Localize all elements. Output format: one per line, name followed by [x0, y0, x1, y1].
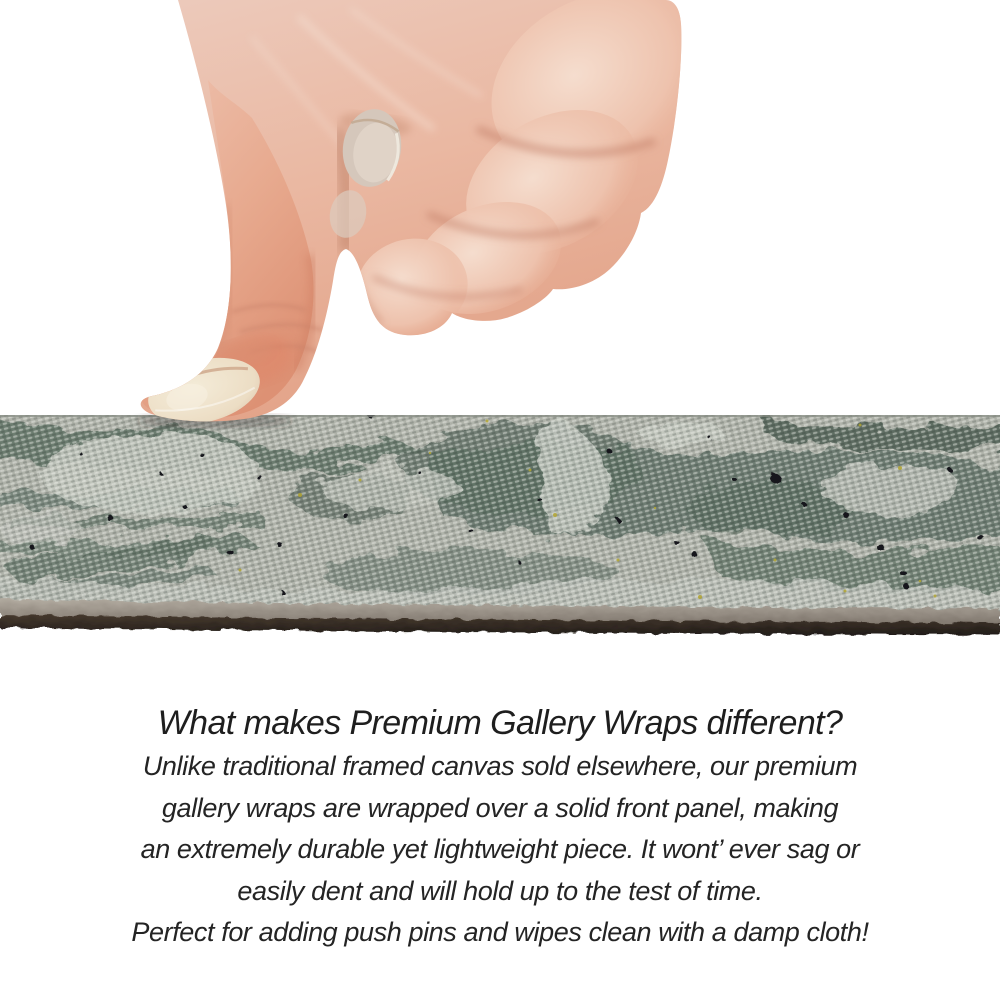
canvas-texture — [0, 413, 1000, 617]
hand-photo — [0, 0, 1000, 430]
caption-line-3: an extremely durable yet lightweight piece. It wont’ ever sag or — [140, 834, 860, 864]
caption-line-1: Unlike traditional framed canvas sold elsewhere, our premium — [142, 751, 858, 781]
caption-line-5: Perfect for adding push pins and wipes clean with a damp cloth! — [131, 917, 869, 947]
caption-line-4: easily dent and will hold up to the test of time. — [237, 875, 763, 906]
caption — [0, 700, 1000, 954]
canvas-edge-photo — [0, 413, 1000, 638]
caption-title: What makes Premium Gallery Wraps different? — [157, 704, 843, 742]
caption-line-2: gallery wraps are wrapped over a solid front panel, making — [161, 792, 839, 823]
